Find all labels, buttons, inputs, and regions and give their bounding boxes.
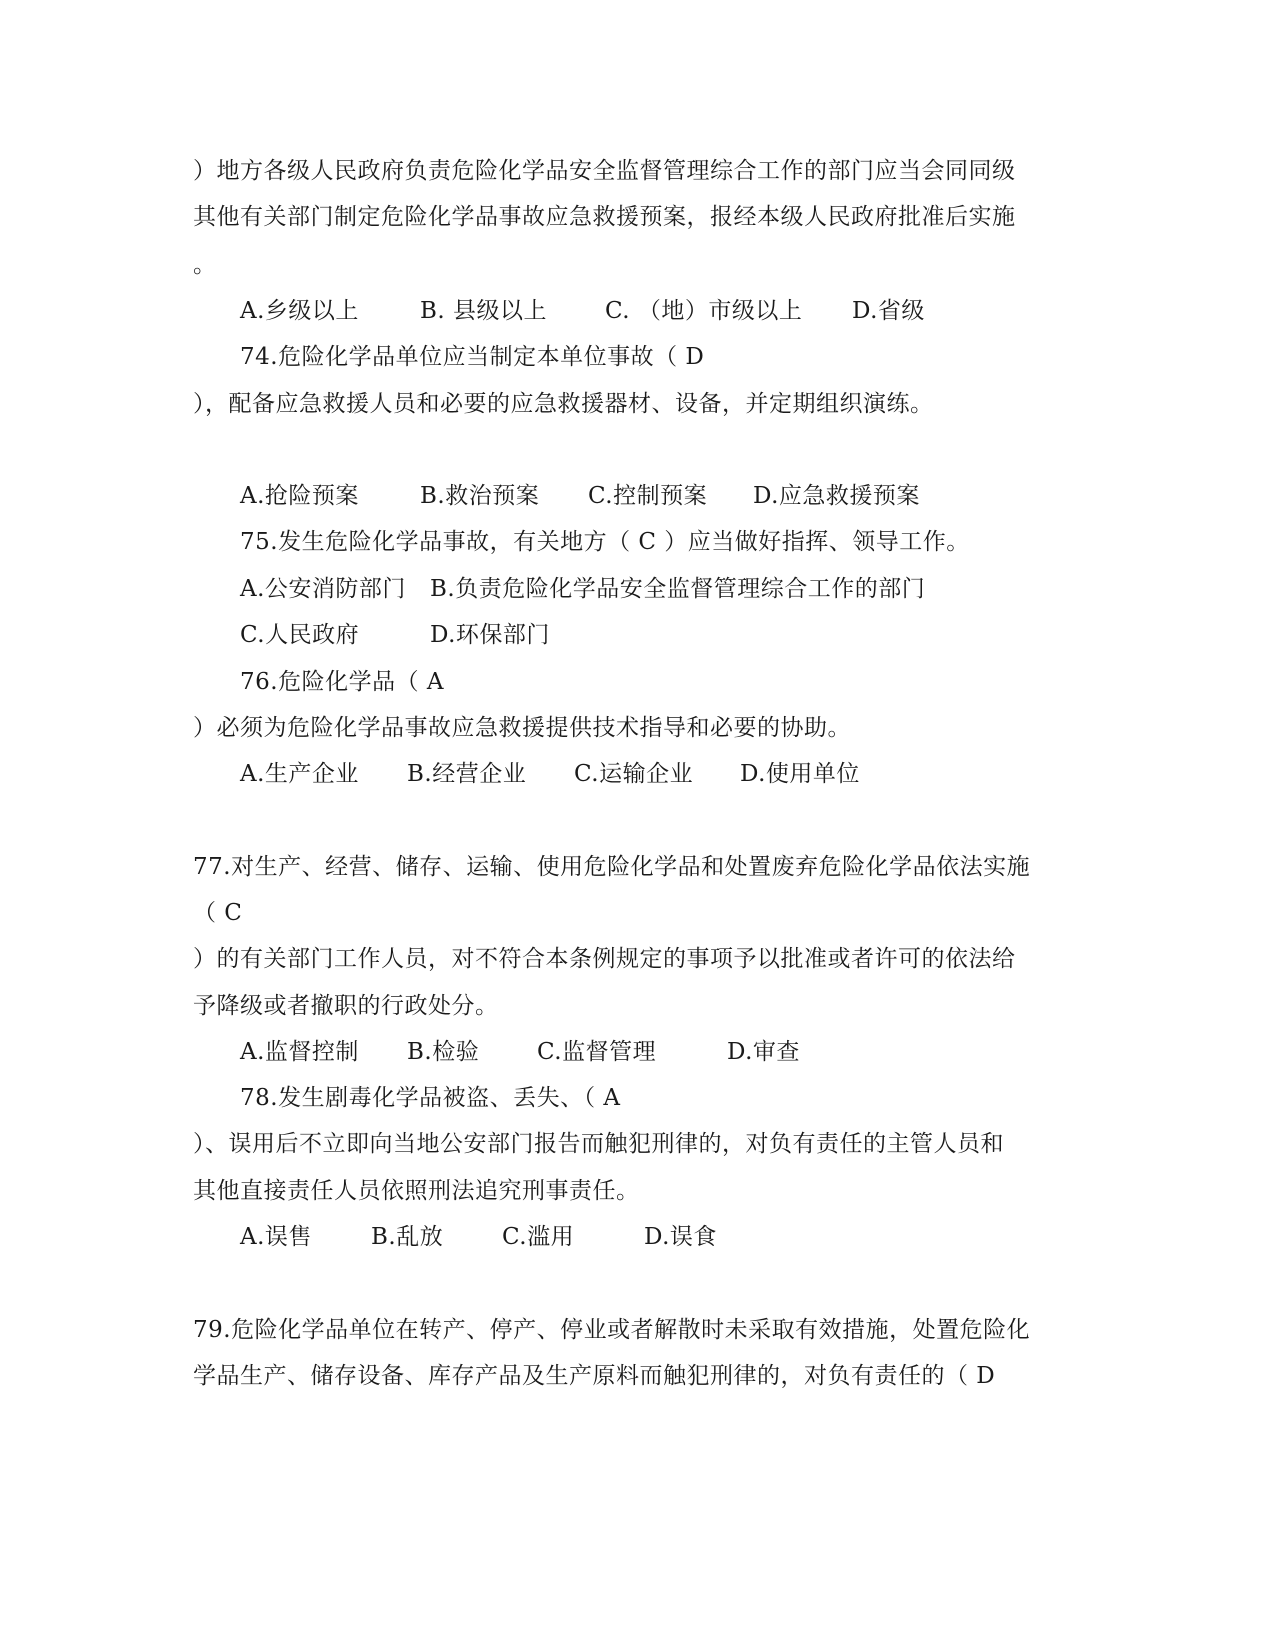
q77-option-b: B.检验 (407, 1039, 480, 1065)
q73-stem-line-3: 。 (193, 252, 217, 278)
q77-option-c: C.监督管理 (537, 1039, 657, 1065)
q77-options (240, 1037, 800, 1067)
q76-option-b: B.经营企业 (407, 761, 527, 787)
q77-stem-line-3: ）的有关部门工作人员，对不符合本条例规定的事项予以批准或者许可的依法给 (193, 946, 1016, 972)
q76-option-d: D.使用单位 (740, 761, 860, 787)
q75-option-d: D.环保部门 (430, 622, 550, 648)
q76-option-a: A.生产企业 (240, 761, 359, 787)
q73-options (240, 296, 925, 326)
q74-option-d: D.应急救援预案 (753, 483, 920, 509)
q77-stem-line-2: （ C (193, 900, 243, 926)
q78-option-a: A.误售 (240, 1224, 312, 1250)
q77-option-a: A.监督控制 (240, 1039, 359, 1065)
q73-option-b: B. 县级以上 (420, 298, 548, 324)
q75-options-row-2 (240, 620, 550, 650)
q75-option-b: B.负责危险化学品安全监督管理综合工作的部门 (430, 576, 926, 602)
q77-stem-line-1: 77.对生产、经营、储存、运输、使用危险化学品和处置废弃危险化学品依法实施 (193, 854, 1031, 880)
q73-stem-line-2: 其他有关部门制定危险化学品事故应急救援预案，报经本级人民政府批准后实施 (193, 204, 1016, 230)
q78-stem-line-2: ）、误用后不立即向当地公安部门报告而触犯刑律的，对负有责任的主管人员和 (193, 1131, 1004, 1157)
q75-options-row-1 (240, 574, 925, 604)
q76-options (240, 759, 860, 789)
q79-stem-line-1: 79.危险化学品单位在转产、停产、停业或者解散时未采取有效措施，处置危险化 (193, 1317, 1031, 1343)
q74-stem-line-2: ），配备应急救援人员和必要的应急救援器材、设备，并定期组织演练。 (193, 391, 934, 417)
q76-option-c: C.运输企业 (574, 761, 694, 787)
q78-stem-line-1: 78.发生剧毒化学品被盗、丢失、（ A (240, 1085, 621, 1111)
q73-option-d: D.省级 (852, 298, 925, 324)
q78-option-b: B.乱放 (371, 1224, 444, 1250)
q78-option-c: C.滥用 (502, 1224, 575, 1250)
q73-stem-line-1: ）地方各级人民政府负责危险化学品安全监督管理综合工作的部门应当会同同级 (193, 158, 1016, 184)
q78-option-d: D.误食 (644, 1224, 717, 1250)
q75-option-c: C.人民政府 (240, 622, 360, 648)
q74-option-b: B.救治预案 (420, 483, 540, 509)
q75-stem-line-1: 75.发生危险化学品事故，有关地方（ C ）应当做好指挥、领导工作。 (240, 529, 970, 555)
q77-stem-line-4: 予降级或者撤职的行政处分。 (193, 993, 499, 1019)
q75-option-a: A.公安消防部门 (240, 576, 406, 602)
q76-stem-line-1: 76.危险化学品（ A (240, 669, 444, 695)
q79-stem-line-2: 学品生产、储存设备、库存产品及生产原料而触犯刑律的，对负有责任的（ D (193, 1363, 996, 1389)
q74-option-a: A.抢险预案 (240, 483, 359, 509)
q78-stem-line-3: 其他直接责任人员依照刑法追究刑事责任。 (193, 1178, 640, 1204)
q74-options (240, 481, 920, 511)
q77-option-d: D.审查 (727, 1039, 800, 1065)
q78-options (240, 1222, 717, 1252)
q73-option-c: C. （地）市级以上 (605, 298, 803, 324)
q74-stem-line-1: 74.危险化学品单位应当制定本单位事故（ D (240, 344, 705, 370)
q73-option-a: A.乡级以上 (240, 298, 359, 324)
q74-option-c: C.控制预案 (588, 483, 708, 509)
q76-stem-line-2: ）必须为危险化学品事故应急救援提供技术指导和必要的协助。 (193, 715, 851, 741)
